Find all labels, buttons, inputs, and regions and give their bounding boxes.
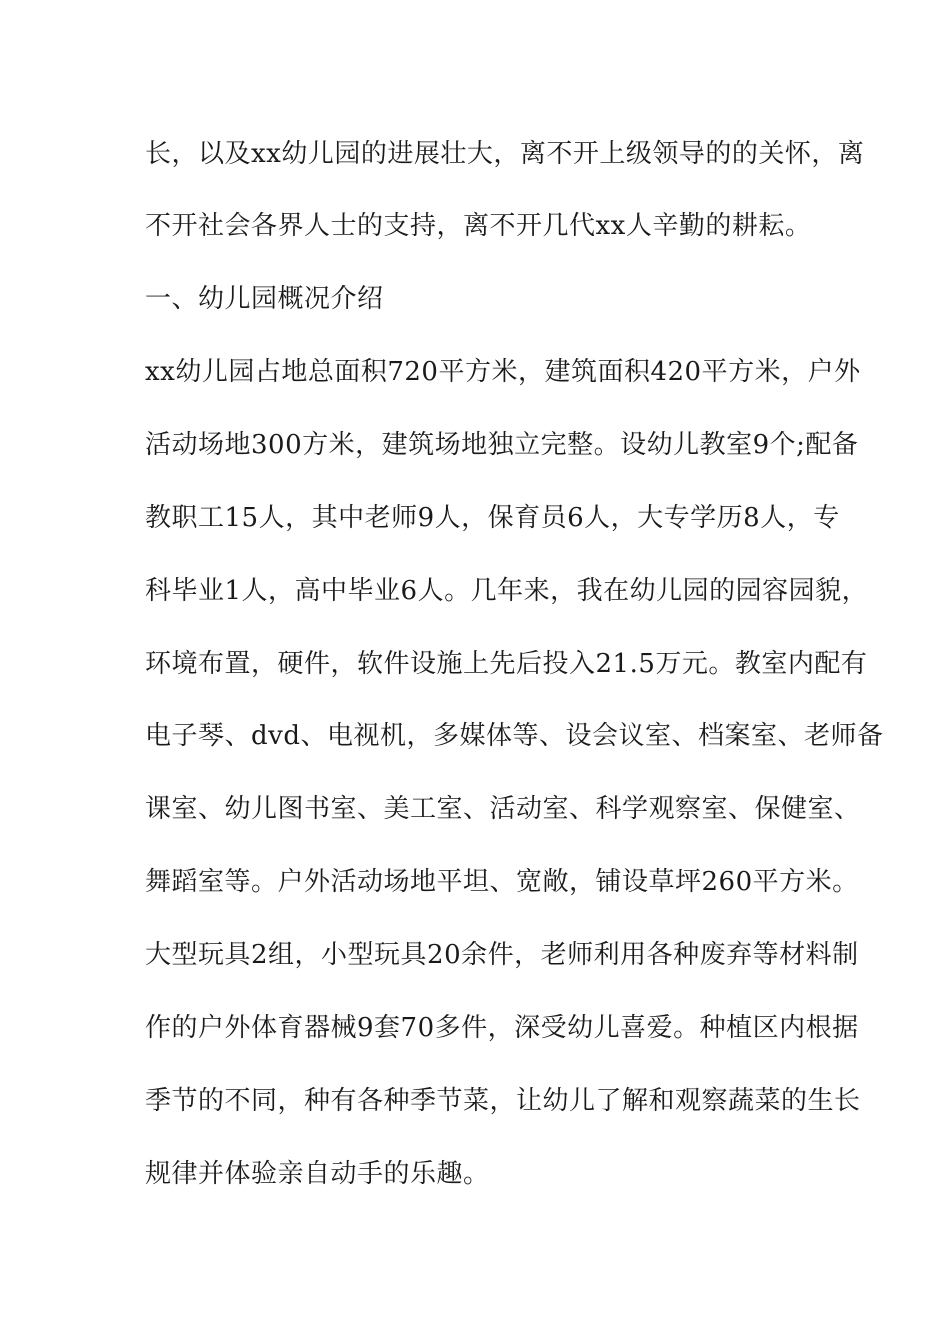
text-line-14: 季节的不同，种有各种季节菜，让幼儿了解和观察蔬菜的生长 <box>145 1086 861 1116</box>
text-line-12: 大型玩具2组，小型玩具20余件，老师利用各种废弃等材料制 <box>145 940 859 970</box>
text-line-10: 课室、幼儿图书室、美工室、活动室、科学观察室、保健室、 <box>145 794 861 824</box>
text-line-5: 活动场地300方米，建筑场地独立完整。设幼儿教室9个;配备 <box>145 430 859 460</box>
text-line-7: 科毕业1人，高中毕业6人。几年来，我在幼儿园的园容园貌， <box>145 576 869 606</box>
section-heading: 一、幼儿园概况介绍 <box>145 284 384 314</box>
text-line-9: 电子琴、dvd、电视机，多媒体等、设会议室、档案室、老师备 <box>145 721 884 751</box>
text-line-6: 教职工15人，其中老师9人，保育员6人，大专学历8人，专 <box>145 503 840 533</box>
text-line-15: 规律并体验亲自动手的乐趣。 <box>145 1159 490 1189</box>
text-line-11: 舞蹈室等。户外活动场地平坦、宽敞，铺设草坪260平方米。 <box>145 867 859 897</box>
text-line-4: xx幼儿园占地总面积720平方米，建筑面积420平方米，户外 <box>145 357 861 387</box>
text-line-1: 长，以及xx幼儿园的进展壮大，离不开上级领导的的关怀，离 <box>145 139 865 169</box>
text-line-8: 环境布置，硬件，软件设施上先后投入21.5万元。教室内配有 <box>145 649 868 679</box>
text-line-2: 不开社会各界人士的支持，离不开几代xx人辛勤的耕耘。 <box>145 211 812 241</box>
text-line-13: 作的户外体育器械9套70多件，深受幼儿喜爱。种植区内根据 <box>145 1013 859 1043</box>
